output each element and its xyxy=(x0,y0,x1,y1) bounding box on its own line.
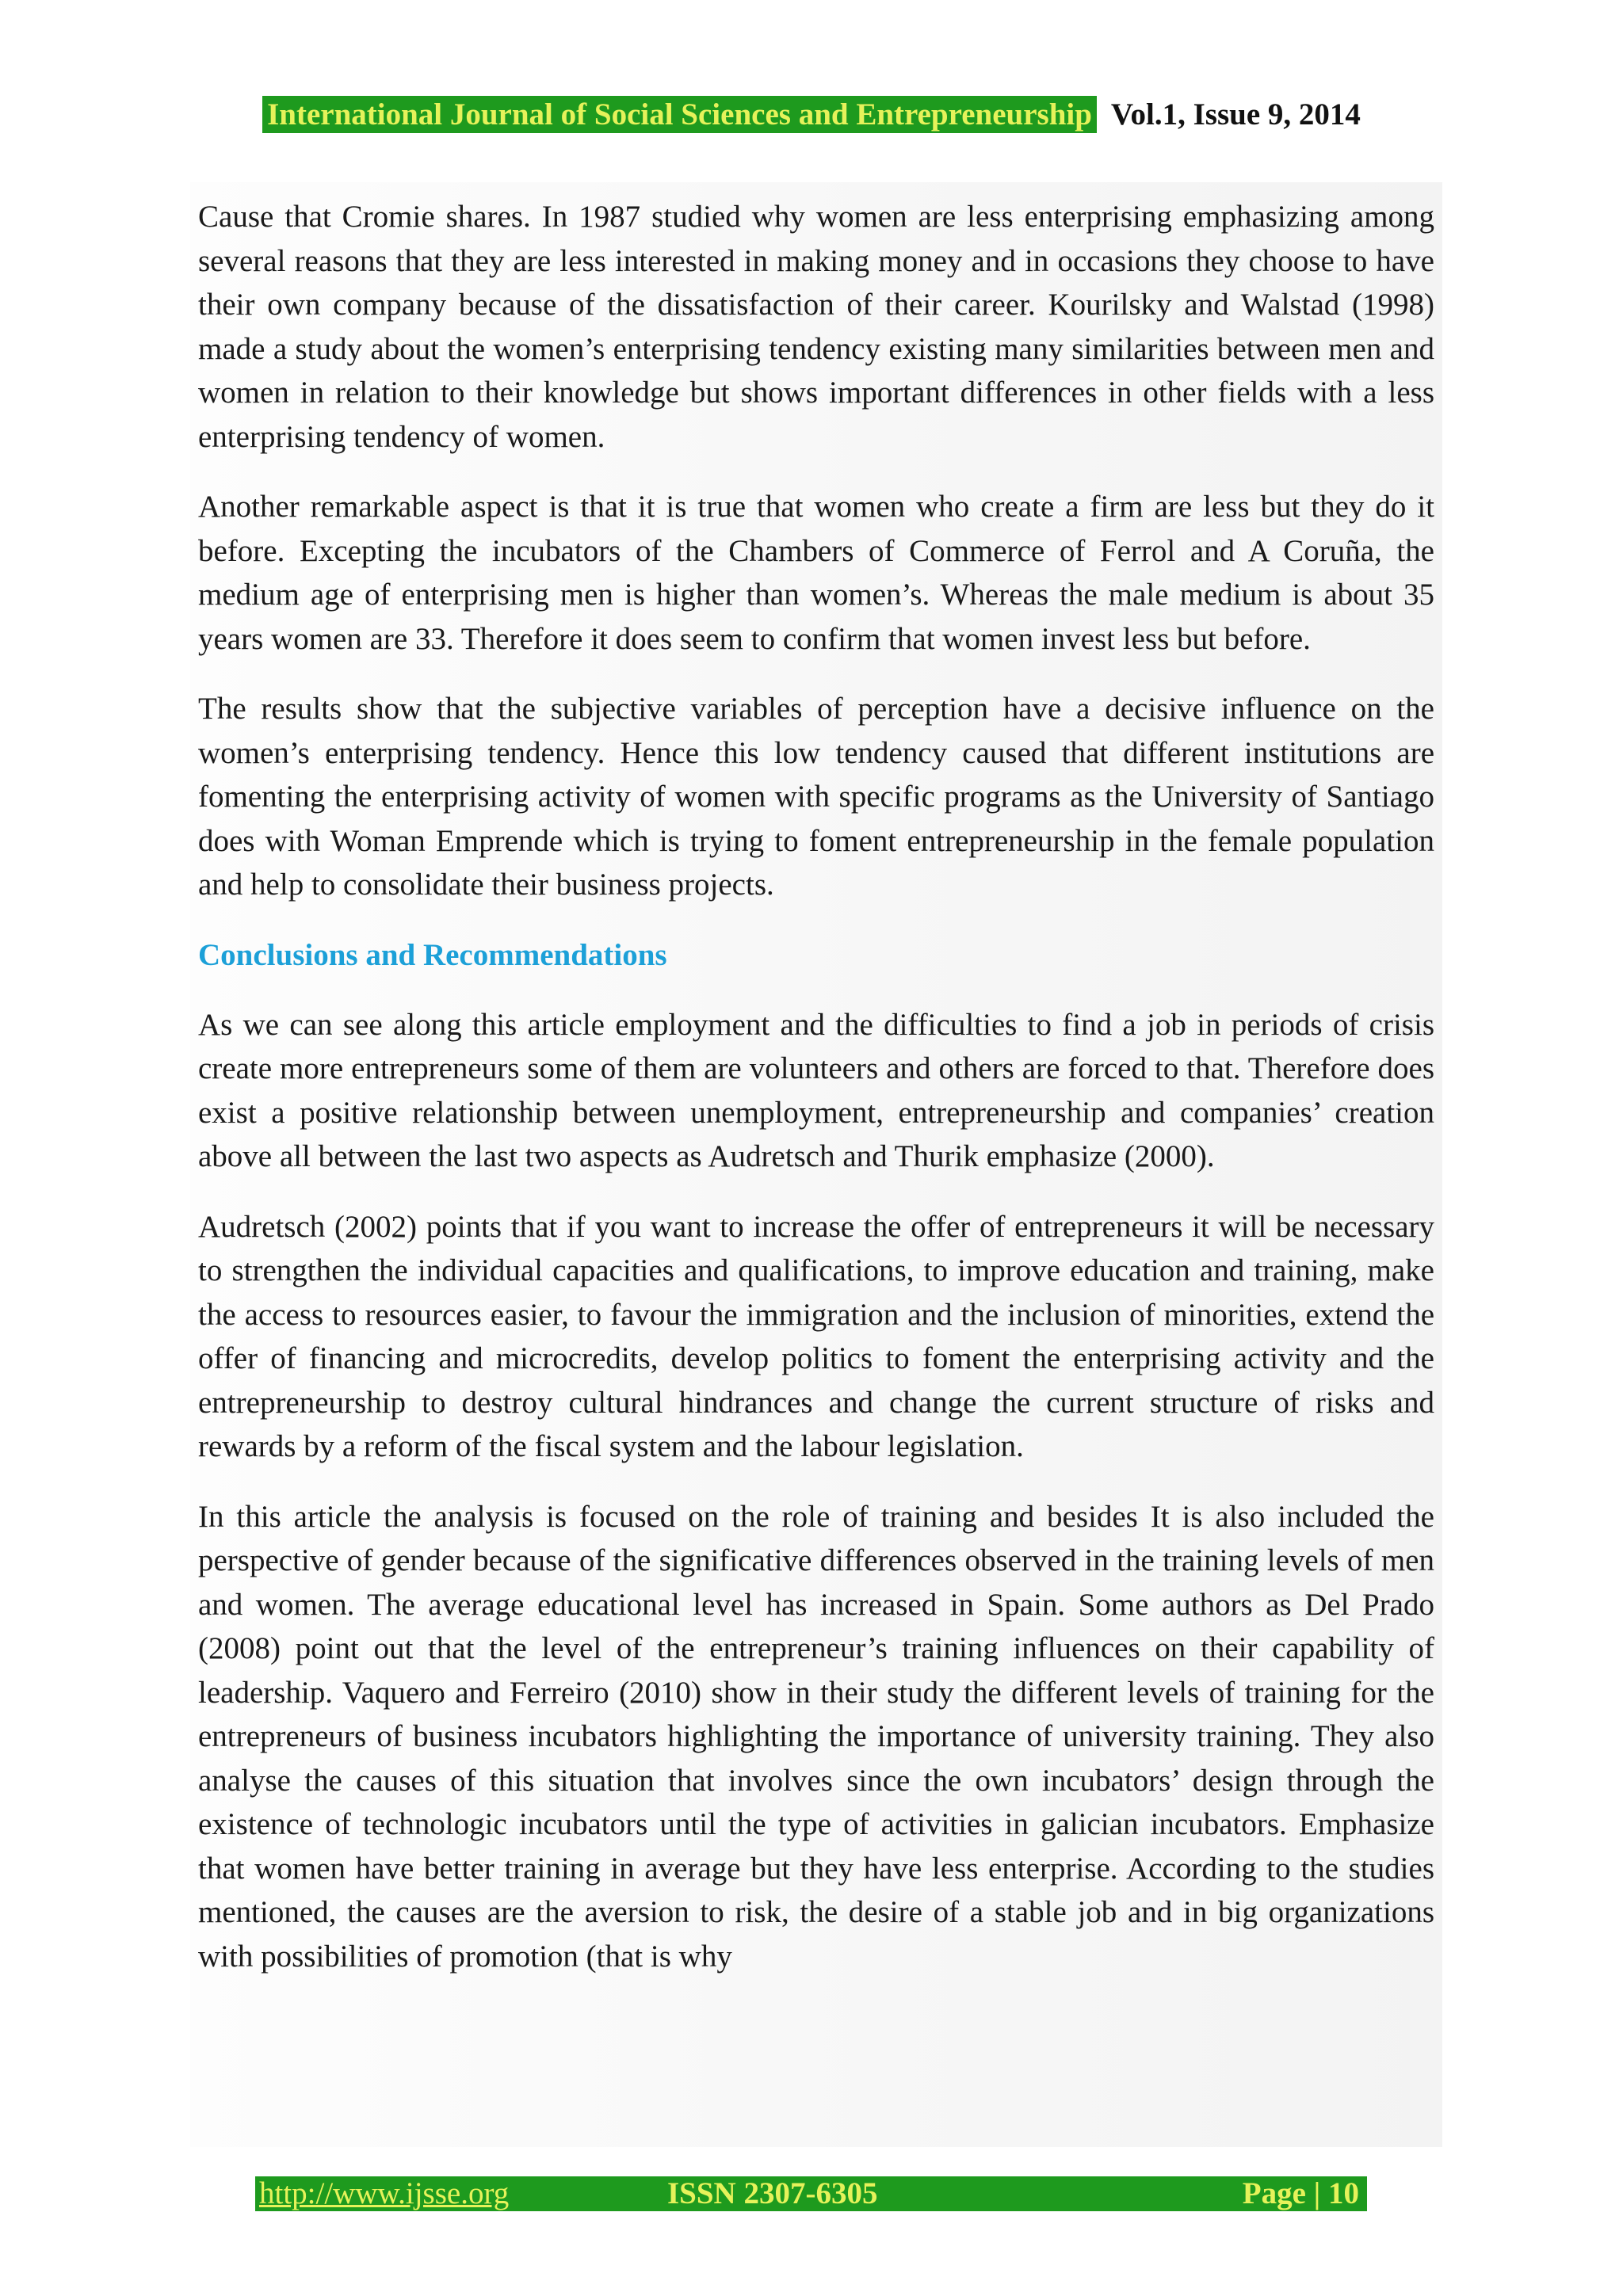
journal-title: International Journal of Social Sciences and Entrepreneurship xyxy=(262,96,1097,133)
page-number: Page | 10 xyxy=(1242,2176,1359,2210)
journal-url-link[interactable]: http://www.ijsse.org xyxy=(259,2176,510,2210)
volume-info: Vol.1, Issue 9, 2014 xyxy=(1110,97,1361,132)
running-footer xyxy=(255,2176,1367,2211)
paragraph: In this article the analysis is focused on the role of training and besides It is also included the perspective of gender because of the significative differences observed in the training levels of men and women. The average educational level has increased in Spain. Some authors as Del Prado (2008) point out that the level of the entrepreneur’s training influences on their capability of leadership. Vaquero and Ferreiro (2010) show in their study the different levels of training for the entrepreneurs of business incubators highlighting the importance of university training. They also analyse the causes of this situation that involves since the own incubators’ design through the existence of technologic incubators until the type of activities in galician incubators. Emphasize that women have better training in average but they have less enterprise. According to the studies mentioned, the causes are the aversion to risk, the desire of a stable job and in big organizations with possibilities of promotion (that is why xyxy=(198,1499,1434,1974)
paragraph: Another remarkable aspect is that it is true that women who create a firm are less but they do it before. Excepting the incubators of the Chambers of Commerce of Ferrol and A Coruña, the medium age of enterprising men is higher than women’s. Whereas the male medium is about 35 years women are 33. Therefore it does seem to confirm that women invest less but before. xyxy=(198,490,1434,656)
issn-label: ISSN 2307-6305 xyxy=(667,2176,878,2210)
paragraph: Cause that Cromie shares. In 1987 studied why women are less enterprising emphasizing among several reasons that they are less interested in making money and in occasions they choose to have their own company because of the dissatisfaction of their career. Kourilsky and Walstad (1998) made a study about the women’s enterprising tendency existing many similarities between men and women in relation to their knowledge but shows important differences in other fields with a less enterprising tendency of women. xyxy=(198,200,1434,454)
running-header xyxy=(0,95,1623,135)
section-heading: Conclusions and Recommendations xyxy=(198,937,667,972)
paragraph: Audretsch (2002) points that if you want to increase the offer of entrepreneurs it will be necessary to strengthen the individual capacities and qualifications, to improve education and training, make the access to resources easier, to favour the immigration and the inclusion of minorities, extend the offer of financing and microcredits, develop politics to foment the enterprising activity and the entrepreneurship to destroy cultural hindrances and change the current structure of risks and rewards by a reform of the fiscal system and the labour legislation. xyxy=(198,1209,1434,1463)
paragraph: The results show that the subjective variables of perception have a decisive influence on the women’s enterprising tendency. Hence this low tendency caused that different institutions are fomenting the enterprising activity of women with specific programs as the University of Santiago does with Woman Emprende which is trying to foment entrepreneurship in the female population and help to consolidate their business projects. xyxy=(198,692,1434,902)
article-body xyxy=(198,195,1434,2004)
paragraph: As we can see along this article employment and the difficulties to find a job in periods of crisis create more entrepreneurs some of them are volunteers and others are forced to that. Therefore does exist a positive relationship between unemployment, entrepreneurship and companies’ creation above all between the last two aspects as Audretsch and Thurik emphasize (2000). xyxy=(198,1007,1434,1173)
